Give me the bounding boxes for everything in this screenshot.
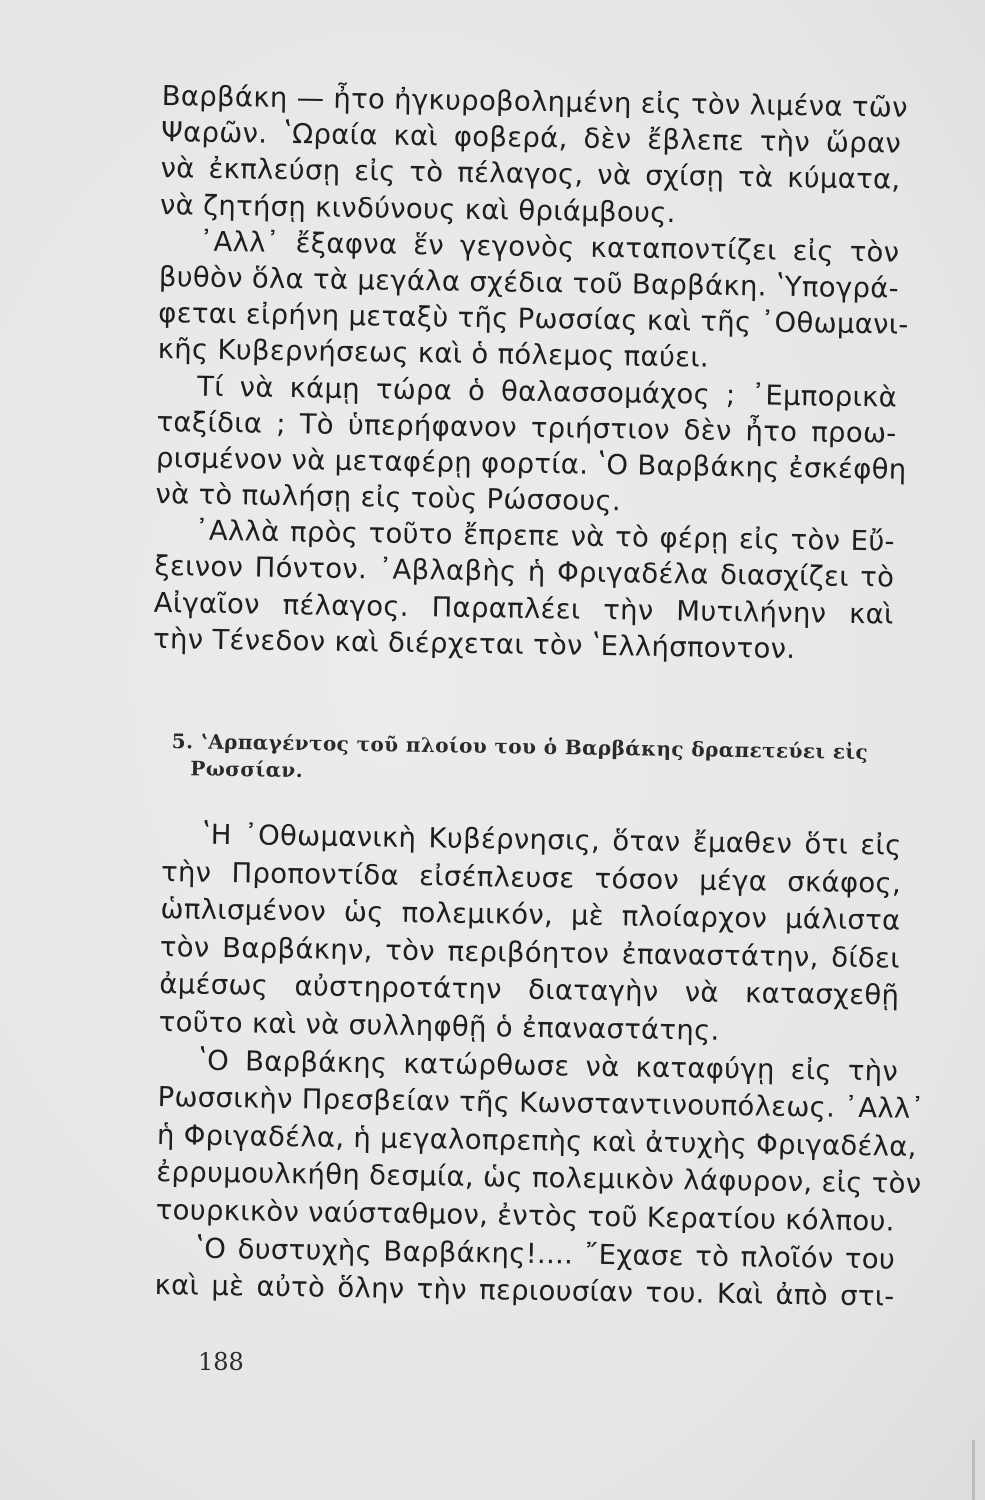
section-heading-line-2: Ρωσσίαν.: [190, 756, 304, 783]
section-heading: [171, 728, 892, 793]
text-line: νὰ ζητήσῃ κινδύνους καὶ θριάμβους.: [159, 188, 676, 229]
text-line: ὡπλισμένον ὡς πολεμικόν, μὲ πλοίαρχον μάλιστα: [160, 893, 901, 937]
text-line: Ρωσσικὴν Πρεσβείαν τῆς Κωνσταντινουπόλεως. ᾽Αλλ᾽: [157, 1081, 925, 1126]
text-line: κῆς Κυβερνήσεως καὶ ὁ πόλεμος παύει.: [157, 333, 710, 374]
text-line: ταξίδια ; Τὸ ὑπερήφανον τριήστιον δὲν ἦτο προω-: [156, 405, 897, 450]
text-line: τὴν Προποντίδα εἰσέπλευσε τόσον μέγα σκάφος,: [160, 855, 902, 900]
body-text-section-2: [154, 816, 925, 1316]
text-line: ʽΟ Βαρβάκης κατώρθωσε νὰ καταφύγῃ εἰς τὴν: [197, 1044, 899, 1088]
text-line: τοῦτο καὶ νὰ συλληφθῇ ὁ ἐπαναστάτης.: [158, 1005, 720, 1047]
text-line: ᾽Αλλ᾽ ἔξαφνα ἕν γεγονὸς καταποντίζει εἰς τὸν: [199, 225, 900, 269]
page-edge-mark: [972, 1440, 975, 1500]
page-number: 188: [198, 1348, 244, 1376]
text-line: τουρκικὸν ναύσταθμον, ἐντὸς τοῦ Κερατίου κόλπου.: [155, 1193, 895, 1238]
text-line: Αἰγαῖον πέλαγος. Παραπλέει τὴν Μυτιλήνην καὶ: [153, 586, 894, 631]
text-line: ʽΟ δυστυχὴς Βαρβάκης!.... ῎Εχασε τὸ πλοῖόν του: [194, 1232, 896, 1276]
text-line: ἀμέσως αὐστηροτάτην διαταγὴν νὰ κατασχεθῇ: [159, 968, 900, 1012]
text-line: Τί νὰ κάμῃ τώρα ὁ θαλασσομάχος ; ᾽Εμπορικὰ: [196, 370, 898, 414]
text-line: ʽΗ ᾽Οθωμανικὴ Κυβέρνησις, ὅταν ἔμαθεν ὅτι εἰς: [201, 818, 902, 862]
text-line: ξεινον Πόντον. ᾽Αβλαβὴς ἡ Φριγαδέλα διασχίζει τὸ: [154, 550, 895, 594]
text-line: Βαρβάκη — ἦτο ἠγκυροβολημένη εἰς τὸν λιμένα τῶν: [161, 79, 909, 124]
text-line: Ψαρῶν. ʽΩραία καὶ φοβερά, δὲν ἔβλεπε τὴν ὥραν: [160, 116, 902, 160]
section-heading-line-1: 5. ʽΑρπαγέντος τοῦ πλοίου του ὁ Βαρβάκης δραπετεύει εἰς: [171, 728, 869, 764]
text-line: ᾽Αλλὰ πρὸς τοῦτο ἔπρεπε νὰ τὸ φέρῃ εἰς τὸν Εὔ-: [194, 514, 896, 558]
text-line: νὰ τὸ πωλήσῃ εἰς τοὺς Ρώσσους.: [155, 478, 622, 518]
body-text-section-1: [152, 78, 909, 669]
text-line: καὶ μὲ αὐτὸ ὅλην τὴν περιουσίαν του. Καὶ ἀπὸ στι-: [154, 1269, 895, 1313]
text-line: ἡ Φριγαδέλα, ἡ μεγαλοπρεπὴς καὶ ἀτυχὴς Φριγαδέλα,: [156, 1118, 918, 1163]
text-line: βυθὸν ὅλα τὰ μεγάλα σχέδια τοῦ Βαρβάκη. ʽΥπογρά-: [158, 260, 900, 305]
text-line: τὴν Τένεδον καὶ διέρχεται τὸν ʽΕλλήσποντον.: [152, 622, 796, 665]
text-line: νὰ ἐκπλεύσῃ εἰς τὸ πέλαγος, νὰ σχίσῃ τὰ κύματα,: [160, 152, 901, 196]
text-line: ρισμένον νὰ μεταφέρῃ φορτία. ʽΟ Βαρβάκης ἐσκέφθη: [155, 441, 907, 486]
text-line: φεται εἰρήνη μεταξὺ τῆς Ρωσσίας καὶ τῆς ᾽Οθωμανι-: [158, 297, 909, 341]
text-line: τὸν Βαρβάκην, τὸν περιβόητον ἐπαναστάτην, δίδει: [159, 930, 901, 975]
text-line: ἐρρυμουλκήθη δεσμία, ὡς πολεμικὸν λάφυρον, εἰς τὸν: [156, 1156, 922, 1201]
